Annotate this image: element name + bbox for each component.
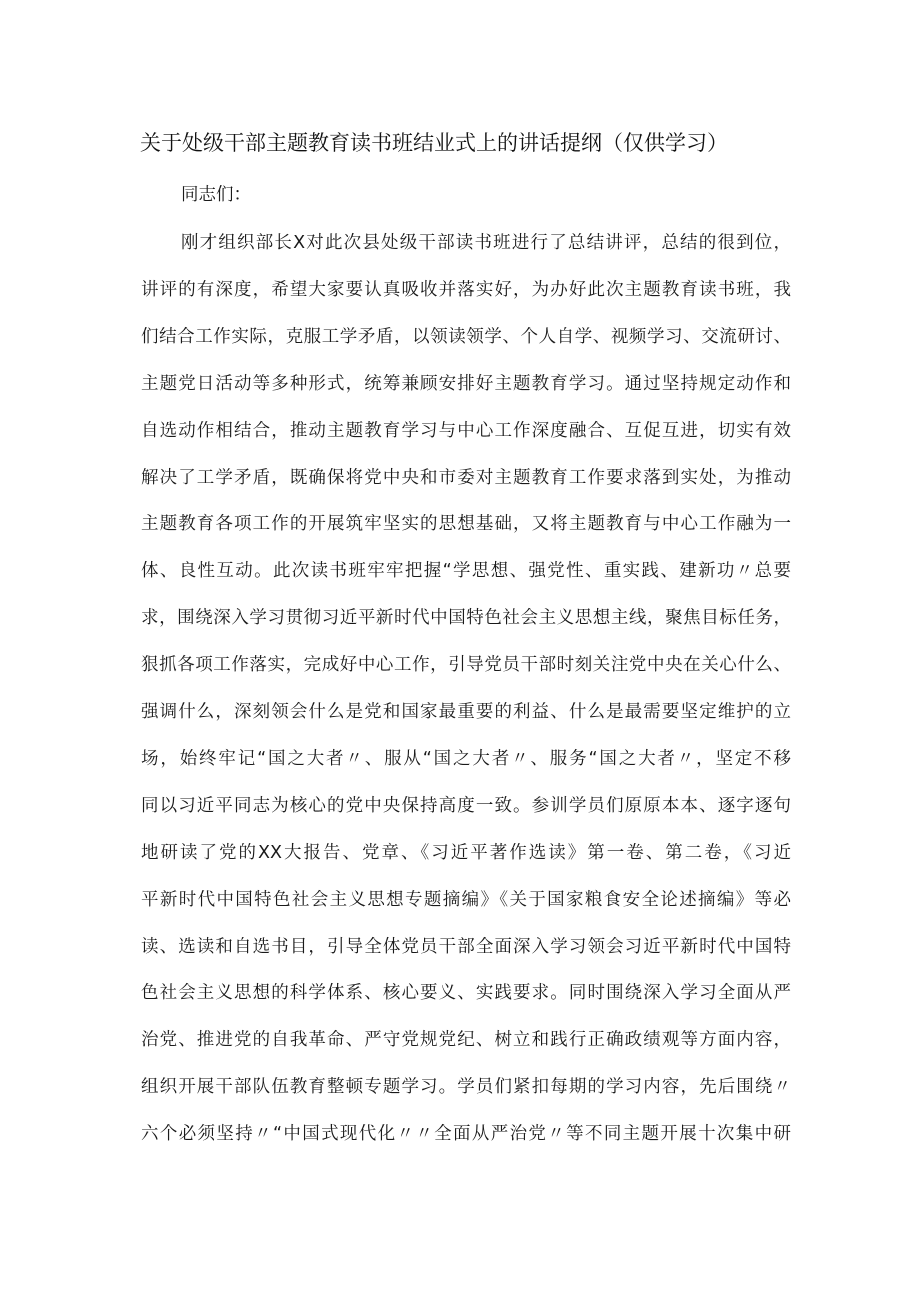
paragraph-line: 平新时代中国特色社会主义思想专题摘编》《关于国家粮食安全论述摘编》等必 <box>141 889 791 910</box>
paragraph-line: 地研读了党的XX大报告、党章、《习近平著作选读》第一卷、第二卷，《习近 <box>141 842 791 863</box>
paragraph-line: 解决了工学矛盾，既确保将党中央和市委对主题教育工作要求落到实处，为推动 <box>141 467 791 488</box>
paragraph-line: 组织开展干部队伍教育整顿专题学习。学员们紧扣每期的学习内容，先后围绕〃 <box>141 1077 791 1098</box>
paragraph-line: 强调什么，深刻领会什么是党和国家最重要的利益、什么是最需要坚定维护的立 <box>141 702 791 722</box>
paragraph-line: 同以习近平同志为核心的党中央保持高度一致。参训学员们原原本本、逐字逐句 <box>141 795 791 816</box>
paragraph-line: 色社会主义思想的科学体系、核心要义、实践要求。同时围绕深入学习全面从严 <box>141 983 791 1004</box>
paragraph-line: 狠抓各项工作落实，完成好中心工作，引导党员干部时刻关注党中央在关心什么、 <box>141 655 791 676</box>
paragraph-line: 求，围绕深入学习贯彻习近平新时代中国特色社会主义思想主线，聚焦目标任务， <box>141 608 791 629</box>
paragraph-line: 刚才组织部长X对此次县处级干部读书班进行了总结讲评，总结的很到位， <box>181 233 791 253</box>
document-title: 关于处级干部主题教育读书班结业式上的讲话提纲（仅供学习） <box>140 131 728 155</box>
paragraph-line: 体、良性互动。此次读书班牢牢把握“学思想、强党性、重实践、建新功〃总要 <box>141 561 791 582</box>
paragraph-line: 读、选读和自选书目，引导全体党员干部全面深入学习领会习近平新时代中国特 <box>141 936 791 957</box>
salutation: 同志们： <box>181 185 251 205</box>
paragraph-line: 场，始终牢记“国之大者〃、服从“国之大者〃、服务“国之大者〃，坚定不移 <box>141 748 791 769</box>
paragraph-line: 们结合工作实际，克服工学矛盾，以领读领学、个人自学、视频学习、交流研讨、 <box>141 326 791 347</box>
paragraph-line: 讲评的有深度，希望大家要认真吸收并落实好，为办好此次主题教育读书班，我 <box>141 279 791 300</box>
paragraph-line: 主题党日活动等多种形式，统筹兼顾安排好主题教育学习。通过坚持规定动作和 <box>141 373 791 394</box>
paragraph-line: 治党、推进党的自我革命、严守党规党纪、树立和践行正确政绩观等方面内容， <box>141 1030 791 1051</box>
paragraph-line: 自选动作相结合，推动主题教育学习与中心工作深度融合、互促互进，切实有效 <box>141 420 791 441</box>
paragraph-line: 六个必须坚持〃“中国式现代化〃〃全面从严治党〃等不同主题开展十次集中研 <box>141 1124 791 1145</box>
paragraph-line: 主题教育各项工作的开展筑牢坚实的思想基础，又将主题教育与中心工作融为一 <box>141 514 791 535</box>
